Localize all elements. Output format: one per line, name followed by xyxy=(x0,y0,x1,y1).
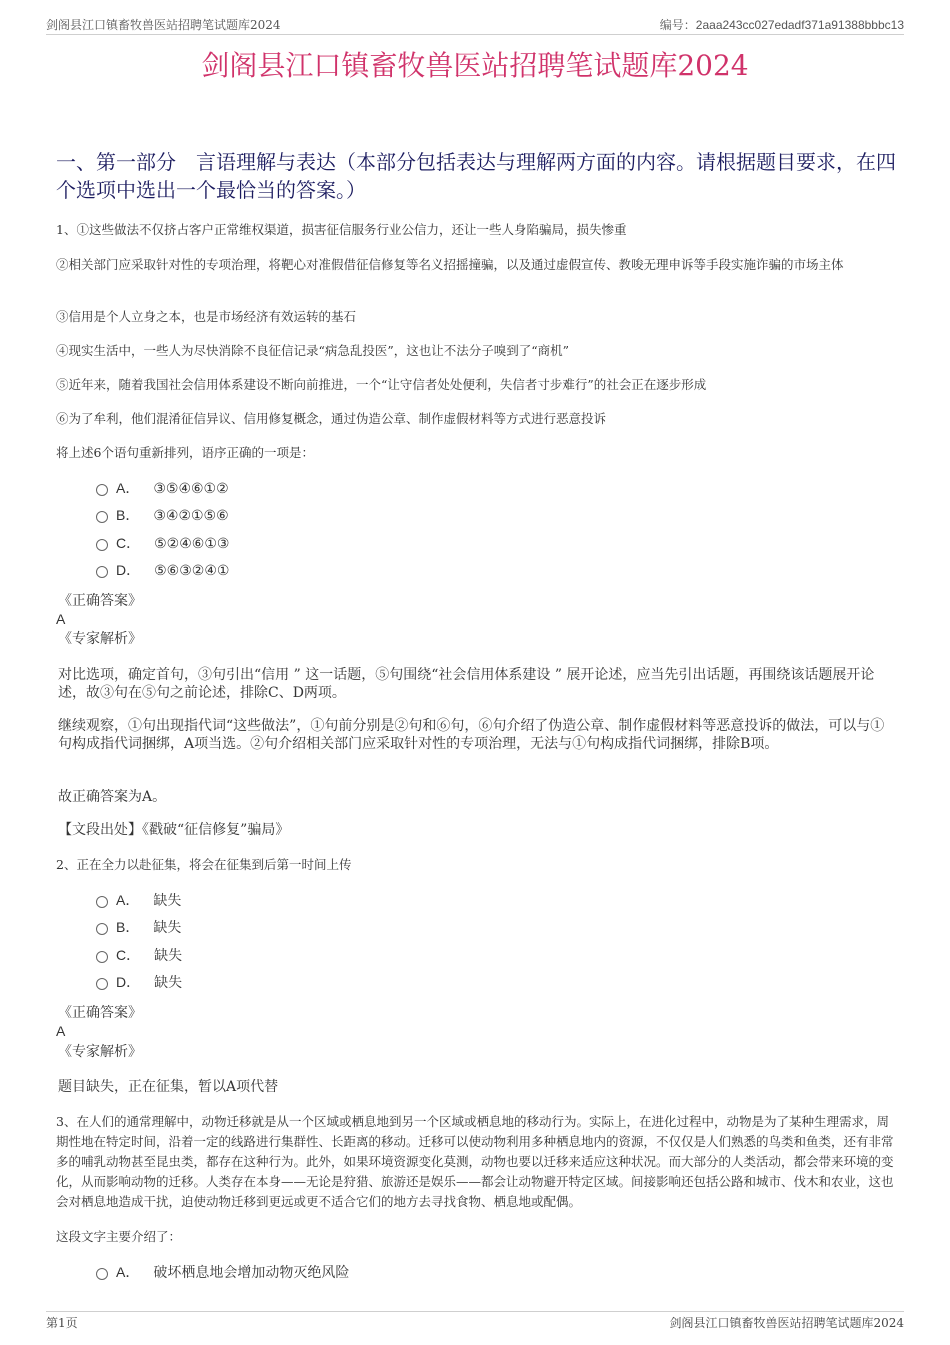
q1-answer-label: 《正确答案》 xyxy=(58,593,142,609)
footer-doc-title: 剑阁县江口镇畜牧兽医站招聘笔试题库2024 xyxy=(669,1316,904,1330)
q1-analysis-1: 对比选项，确定首句，③句引出“信用 ” 这一话题，⑤句围绕“社会信用体系建设 ” 展开论述，应当先引出话题，再围绕该话题展开论述，故③句在⑤句之前论述，排除C、D两项。 xyxy=(58,667,875,701)
q2-option-b[interactable]: B． 缺失 xyxy=(96,916,181,938)
radio-icon[interactable] xyxy=(96,484,108,496)
q1-source: 【文段出处】《戳破“征信修复”骗局》 xyxy=(58,822,290,838)
q2-stem: 2、正在全力以赴征集，将会在征集到后第一时间上传 xyxy=(56,857,352,872)
radio-icon[interactable] xyxy=(96,566,108,578)
q2-answer-label: 《正确答案》 xyxy=(58,1005,142,1021)
section-heading: 一、第一部分 言语理解与表达（本部分包括表达与理解两方面的内容。请根据题目要求，在四个选项中选出一个最恰当的答案。） xyxy=(56,150,896,202)
q3-option-a[interactable]: A． 破坏栖息地会增加动物灭绝风险 xyxy=(96,1261,349,1283)
q1-analysis-label: 《专家解析》 xyxy=(58,631,142,647)
q1-option-a[interactable]: A． ③⑤④⑥①② xyxy=(96,477,229,499)
q2-option-c[interactable]: C． 缺失 xyxy=(96,944,182,966)
q2-option-d[interactable]: D． 缺失 xyxy=(96,971,182,993)
q3-question: 这段文字主要介绍了： xyxy=(56,1229,182,1244)
header-doc-title: 剑阁县江口镇畜牧兽医站招聘笔试题库2024 xyxy=(46,18,281,32)
q3-stem: 3、在人们的通常理解中，动物迁移就是从一个区域或栖息地到另一个区域或栖息地的移动行为。实际上，在进化过程中，动物是为了某种生理需求，周期性地在特定时间，沿着一定的线路进行集群性、长距离的移动。迁移可以使动物利用多种栖息地内的资源，不仅仅是人们熟悉的鸟类和鱼类，还有非常多的哺乳动物甚至昆虫类，都存在这种行为。此外，如果环境资源变化莫测，动物也要以迁移来适应这种状况。而大部分的人类活动，都会带来环境的变化，从而影响动物的迁移。人类存在本身——无论是狩猎、旅游还是娱乐——都会让动物避开特定区域。间接影响还包括公路和城市、伐木和农业，这也会对栖息地造成干扰，迫使动物迁移到更远或更不适合它们的地方去寻找食物、栖息地或配偶。 xyxy=(56,1114,894,1209)
q2-option-a[interactable]: A． 缺失 xyxy=(96,889,181,911)
q1-option-b[interactable]: B． ③④②①⑤⑥ xyxy=(96,504,229,526)
q2-analysis: 题目缺失，正在征集，暂以A项代替 xyxy=(58,1079,279,1095)
page-header xyxy=(46,14,904,35)
radio-icon[interactable] xyxy=(96,539,108,551)
q1-sentence-2: ②相关部门应采取针对性的专项治理，将靶心对准假借征信修复等名义招摇撞骗，以及通过虚假宣传、教唆无理申诉等手段实施诈骗的市场主体 xyxy=(56,257,844,272)
radio-icon[interactable] xyxy=(96,978,108,990)
q1-option-d[interactable]: D． ⑤⑥③②④① xyxy=(96,559,229,581)
radio-icon[interactable] xyxy=(96,923,108,935)
q2-analysis-label: 《专家解析》 xyxy=(58,1044,142,1060)
radio-icon[interactable] xyxy=(96,951,108,963)
radio-icon[interactable] xyxy=(96,511,108,523)
radio-icon[interactable] xyxy=(96,896,108,908)
page-footer xyxy=(46,1311,904,1332)
q1-analysis-2: 继续观察，①句出现指代词“这些做法”，①句前分别是②句和⑥句，⑥句介绍了伪造公章、制作虚假材料等恶意投诉的做法，可以与①句构成指代词捆绑，A项当选。②句介绍相关部门应采取针对性的专项治理，无法与①句构成指代词捆绑，排除B项。 xyxy=(58,718,885,752)
page-title: 剑阁县江口镇畜牧兽医站招聘笔试题库2024 xyxy=(201,49,749,82)
page-number: 第1页 xyxy=(46,1316,78,1330)
q1-sentence-5: ⑤近年来，随着我国社会信用体系建设不断向前推进，一个“让守信者处处便利，失信者寸步难行”的社会正在逐步形成 xyxy=(56,377,707,392)
q1-answer: A xyxy=(56,611,66,627)
radio-icon[interactable] xyxy=(96,1268,108,1280)
q1-sentence-4: ④现实生活中，一些人为尽快消除不良征信记录“病急乱投医”，这也让不法分子嗅到了“商机” xyxy=(56,343,570,358)
header-doc-id: 编号：2aaa243cc027edadf371a91388bbbc13 xyxy=(659,18,904,32)
q1-sentence-3: ③信用是个人立身之本，也是市场经济有效运转的基石 xyxy=(56,309,357,324)
q1-question: 将上述6个语句重新排列，语序正确的一项是： xyxy=(56,445,314,460)
q1-option-c[interactable]: C． ⑤②④⑥①③ xyxy=(96,532,229,554)
q1-sentence-1: 1、①这些做法不仅挤占客户正常维权渠道，损害征信服务行业公信力，还让一些人身陷骗局，损失惨重 xyxy=(56,222,627,237)
q2-answer: A xyxy=(56,1023,66,1039)
q1-sentence-6: ⑥为了牟利，他们混淆征信异议、信用修复概念，通过伪造公章、制作虚假材料等方式进行恶意投诉 xyxy=(56,411,607,426)
q1-analysis-3: 故正确答案为A。 xyxy=(58,789,167,805)
